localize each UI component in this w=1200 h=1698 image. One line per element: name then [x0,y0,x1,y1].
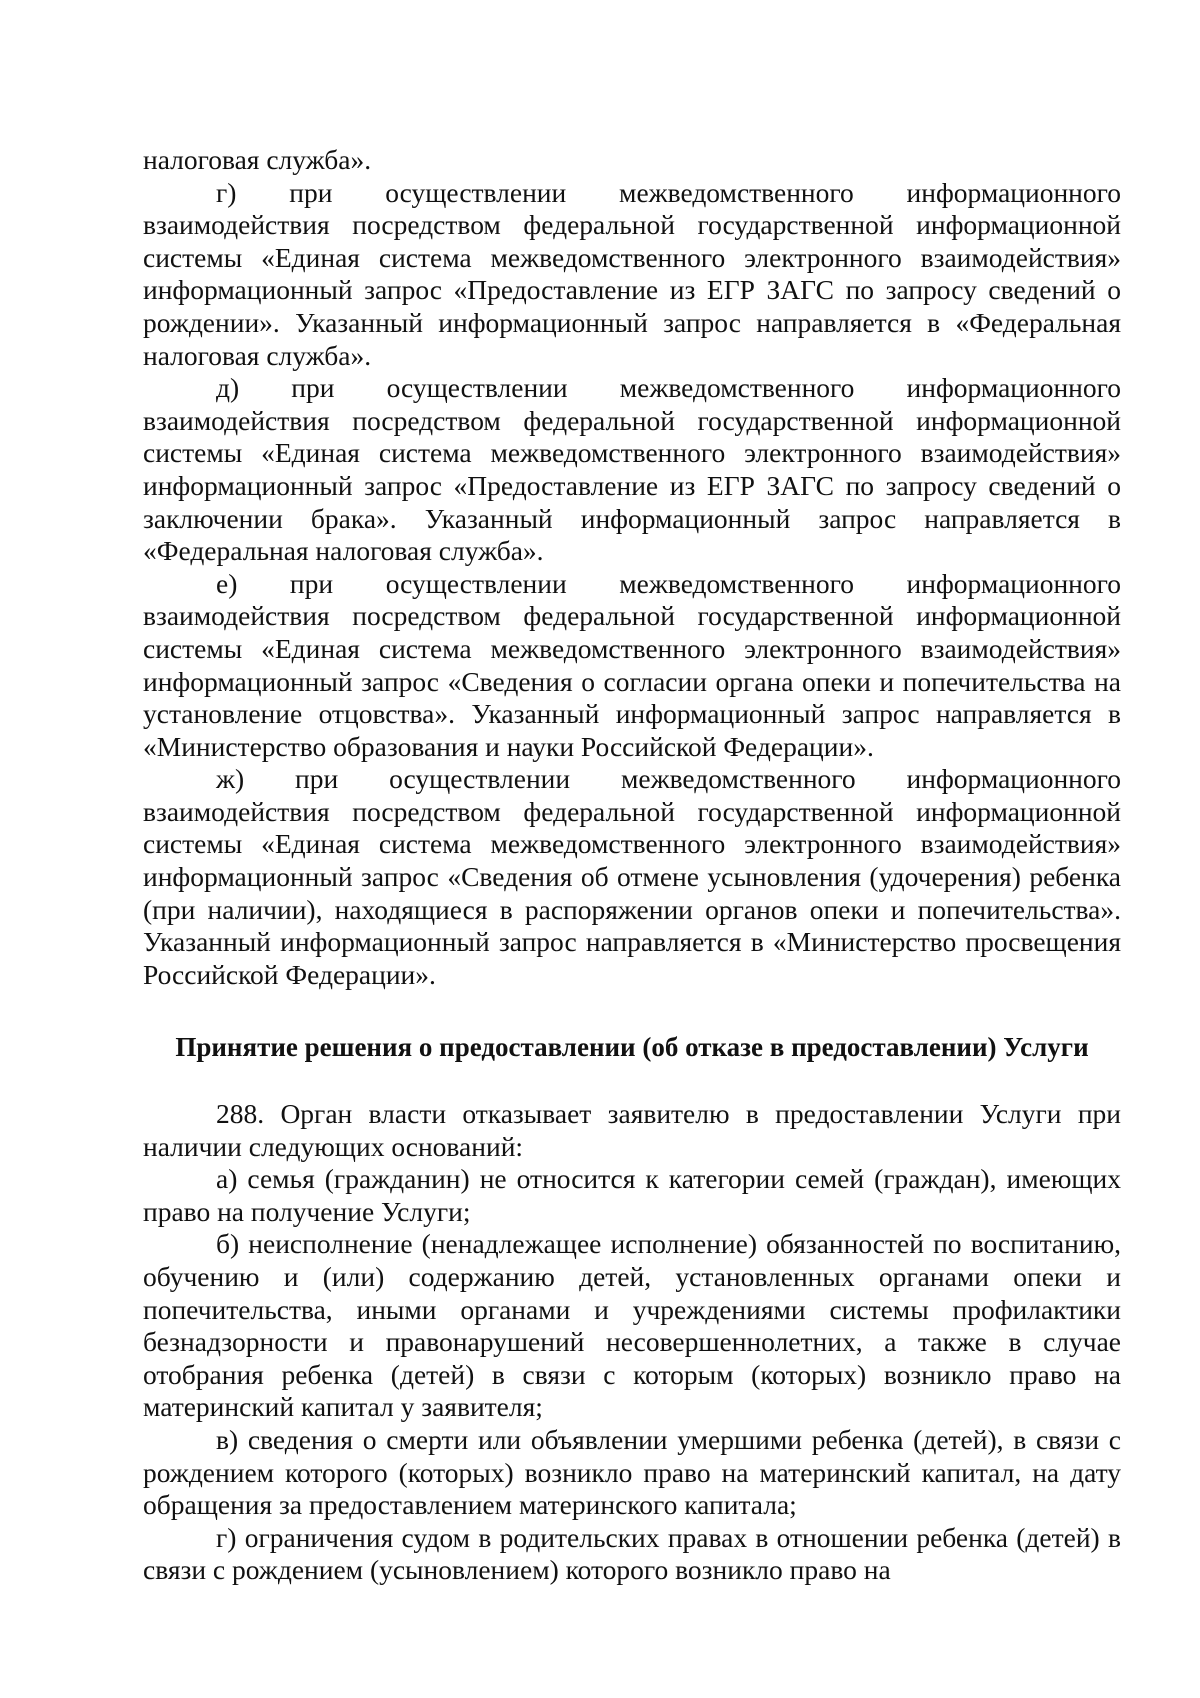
paragraph-item-g2: г) ограничения судом в родительских правах в отношении ребенка (детей) в связи с рождением (усыновлением) которого возникло право на [143,1521,1121,1586]
paragraph-item-e: е) при осуществлении межведомственного информационного взаимодействия посредством федеральной государственной информационной системы «Единая система межведомственного электронного взаимодействия» информационный запрос «Сведения о согласии органа опеки и попечительства на установление отцовства». Указанный информационный запрос направляется в «Министерство образования и науки Российской Федерации». [143,567,1121,762]
paragraph-item-d: д) при осуществлении межведомственного информационного взаимодействия посредством федеральной государственной информационной системы «Единая система межведомственного электронного взаимодействия» информационный запрос «Предоставление из ЕГР ЗАГС по запросу сведений о заключении брака». Указанный информационный запрос направляется в «Федеральная налоговая служба». [143,372,1121,567]
document-page [143,144,1121,1587]
section-heading: Принятие решения о предоставлении (об отказе в предоставлении) Услуги [175,1032,1089,1063]
paragraph-item-a: а) семья (гражданин) не относится к категории семей (граждан), имеющих право на получение Услуги; [143,1163,1121,1227]
paragraph-item-g: г) при осуществлении межведомственного информационного взаимодействия посредством федеральной государственной информационной системы «Единая система межведомственного электронного взаимодействия» информационный запрос «Предоставление из ЕГР ЗАГС по запросу сведений о рождении». Указанный информационный запрос направляется в «Федеральная налоговая служба». [143,176,1121,371]
paragraph-288: 288. Орган власти отказывает заявителю в предоставлении Услуги при наличии следующих оснований: [143,1098,1121,1162]
paragraph-item-zh: ж) при осуществлении межведомственного информационного взаимодействия посредством федеральной государственной информационной системы «Единая система межведомственного электронного взаимодействия» информационный запрос «Сведения об отмене усыновления (удочерения) ребенка (при наличии), находящиеся в распоряжении органов опеки и попечительства». Указанный информационный запрос направляется в «Министерство просвещения Российской Федерации». [143,763,1121,990]
paragraph-continuation: налоговая служба». [143,144,372,175]
paragraph-item-v: в) сведения о смерти или объявлении умершими ребенка (детей), в связи с рождением которого (которых) возникло право на материнский капитал, на дату обращения за предоставлением материнского капитала; [143,1423,1121,1521]
paragraph-item-b: б) неисполнение (ненадлежащее исполнение) обязанностей по воспитанию, обучению и (или) содержанию детей, установленных органами опеки и попечительства, иными органами и учреждениями системы профилактики безнадзорности и правонарушений несовершеннолетних, а также в случае отобрания ребенка (детей) в связи с которым (которых) возникло право на материнский капитал у заявителя; [143,1228,1121,1423]
